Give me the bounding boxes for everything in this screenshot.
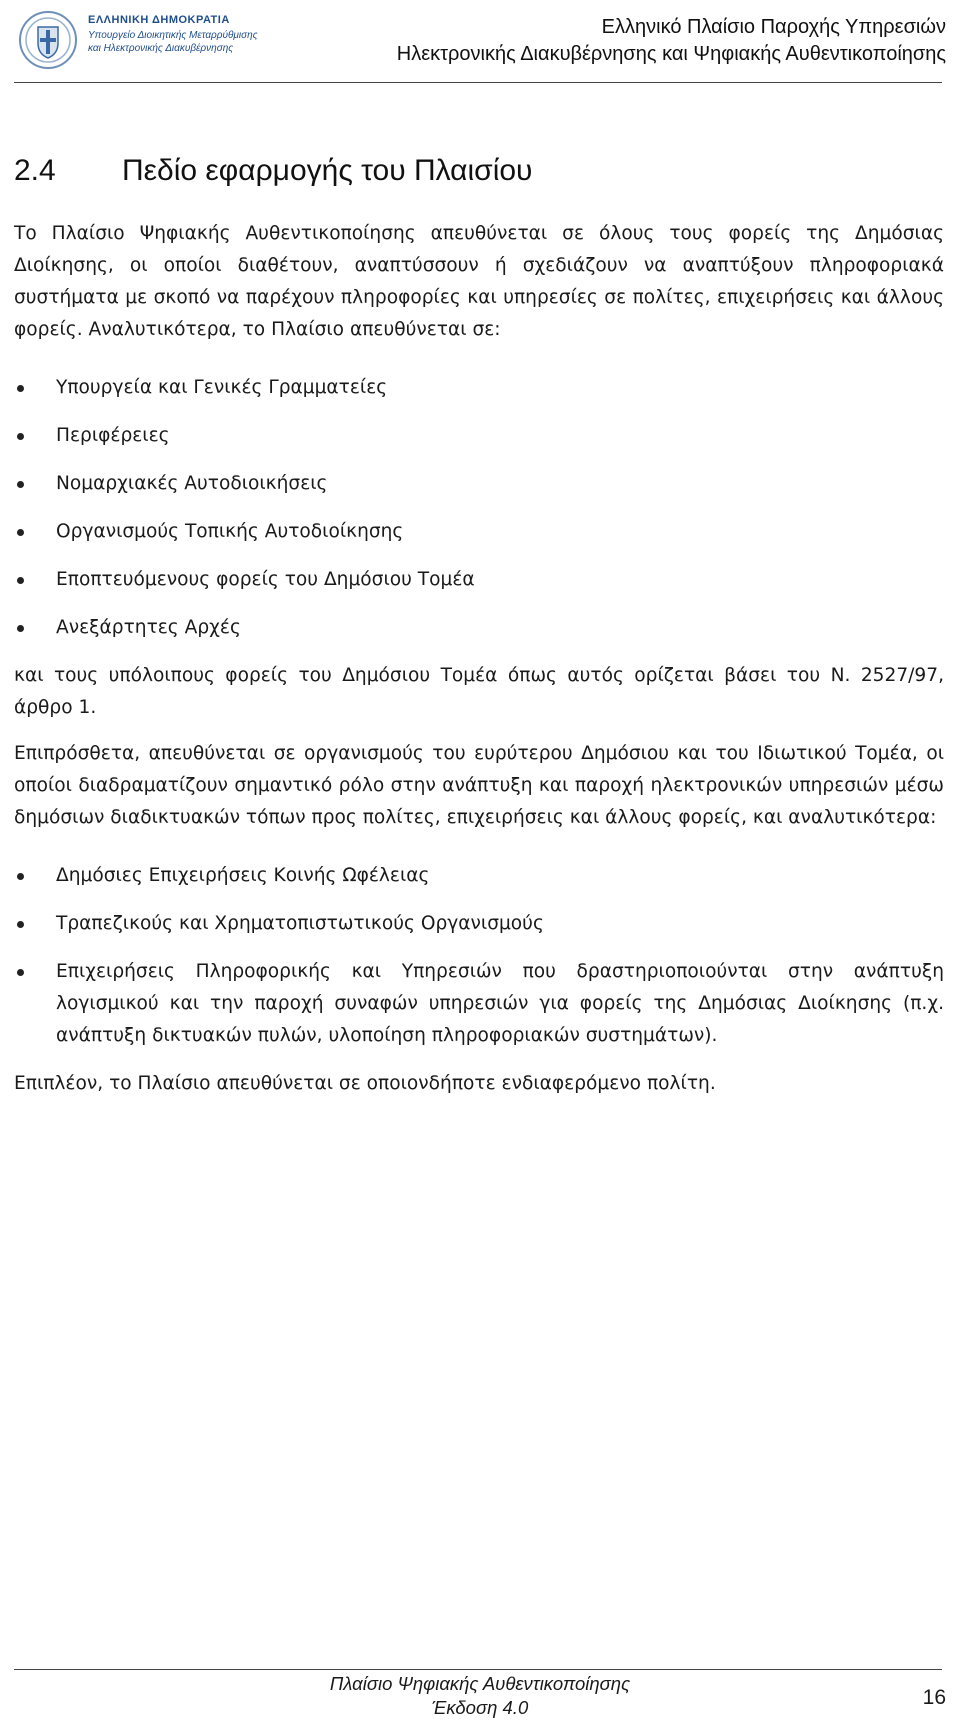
intro-paragraph: Το Πλαίσιο Ψηφιακής Αυθεντικοποίησης απευθύνεται σε όλους τους φορείς της Δημόσιας Διοίκησης, οι οποίοι διαθέτουν, αναπτύσσουν ή σχεδιάζουν να αναπτύξουν πληροφοριακά συστήματα με σκοπό να παρέχουν πληροφορίες και υπηρεσίες σε πολίτες, επιχειρήσεις και άλλους φορείς. Αναλυτικότερα, το Πλαίσιο απευθύνεται σε: <box>14 223 944 340</box>
page-number: 16 <box>922 1686 946 1709</box>
public-sector-note-paragraph: και τους υπόλοιπους φορείς του Δημόσιου Τομέα όπως αυτός ορίζεται βάσει του Ν. 2527/97, άρθρο 1. <box>14 665 944 718</box>
list-item <box>14 956 944 1052</box>
additional-organisations-paragraph: Επιπρόσθετα, απευθύνεται σε οργανισμούς του ευρύτερου Δημόσιου και του Ιδιωτικού Τομέα, οι οποίοι διαδραματίζουν σημαντικό ρόλο στην ανάπτυξη και παροχή ηλεκτρονικών υπηρεσιών μέσω δημόσιων διαδικτυακών τόπων προς πολίτες, επιχειρήσεις και άλλους φορείς, και αναλυτικότερα: <box>14 743 944 828</box>
document-body <box>14 218 944 1114</box>
list-item <box>14 908 944 940</box>
logo-ministry-line2: και Ηλεκτρονικής Διακυβέρνησης <box>88 43 234 54</box>
bullet-icon <box>17 433 24 440</box>
bullet-icon <box>17 385 24 392</box>
bullet-icon <box>17 481 24 488</box>
bullet-icon <box>17 529 24 536</box>
footer-document-info <box>300 1672 660 1720</box>
list-item <box>14 372 944 404</box>
list-item-text: Τραπεζικούς και Χρηματοπιστωτικούς Οργανισμούς <box>56 913 544 934</box>
document-header-title <box>397 14 946 68</box>
footer-divider <box>14 1669 942 1670</box>
private-sector-list <box>14 860 944 1052</box>
ministry-logo <box>18 10 288 70</box>
footer-document-title: Πλαίσιο Ψηφιακής Αυθεντικοποίησης <box>329 1673 631 1694</box>
section-number: 2.4 <box>14 154 56 187</box>
list-item-text: Επιχειρήσεις Πληροφορικής και Υπηρεσιών που δραστηριοποιούνται στην ανάπτυξη λογισμικού και την παροχή συναφών υπηρεσιών για φορείς της Δημόσιας Διοίκησης (π.χ. ανάπτυξη δικτυακών πυλών, υλοποίηση πληροφοριακών συστημάτων). <box>56 961 944 1046</box>
logo-ministry-line1: Υπουργείο Διοικητικής Μεταρρύθμισης <box>88 30 258 41</box>
list-item-text: Νομαρχιακές Αυτοδιοικήσεις <box>56 473 328 494</box>
list-item-text: Ανεξάρτητες Αρχές <box>56 617 241 638</box>
header-title-line1: Ελληνικό Πλαίσιο Παροχής Υπηρεσιών <box>601 16 946 38</box>
list-item-text: Δημόσιες Επιχειρήσεις Κοινής Ωφέλειας <box>56 865 430 886</box>
page-header <box>0 0 960 84</box>
list-item <box>14 516 944 548</box>
list-item <box>14 612 944 644</box>
bullet-icon <box>17 873 24 880</box>
footer-version: Έκδοση 4.0 <box>431 1697 529 1718</box>
list-item-text: Υπουργεία και Γενικές Γραμματείες <box>56 377 388 398</box>
bullet-icon <box>17 577 24 584</box>
bullet-icon <box>17 969 24 976</box>
list-item <box>14 468 944 500</box>
list-item <box>14 420 944 452</box>
section-heading <box>14 154 532 188</box>
greek-coat-of-arms-icon <box>18 10 78 70</box>
bullet-icon <box>17 921 24 928</box>
header-title-line2: Ηλεκτρονικής Διακυβέρνησης και Ψηφιακής Αυθεντικοποίησης <box>396 43 946 65</box>
public-sector-list <box>14 372 944 644</box>
section-title: Πεδίο εφαρμογής του Πλαισίου <box>122 154 533 187</box>
list-item-text: Εποπτευόμενους φορείς του Δημόσιου Τομέα <box>56 569 475 590</box>
list-item <box>14 860 944 892</box>
list-item <box>14 564 944 596</box>
logo-state-name: ΕΛΛΗΝΙΚΗ ΔΗΜΟΚΡΑΤΙΑ <box>88 14 230 26</box>
header-divider <box>14 82 942 83</box>
bullet-icon <box>17 625 24 632</box>
list-item-text: Περιφέρειες <box>56 425 170 446</box>
closing-paragraph: Επιπλέον, το Πλαίσιο απευθύνεται σε οποιονδήποτε ενδιαφερόμενο πολίτη. <box>14 1073 716 1094</box>
list-item-text: Οργανισμούς Τοπικής Αυτοδιοίκησης <box>56 521 404 542</box>
